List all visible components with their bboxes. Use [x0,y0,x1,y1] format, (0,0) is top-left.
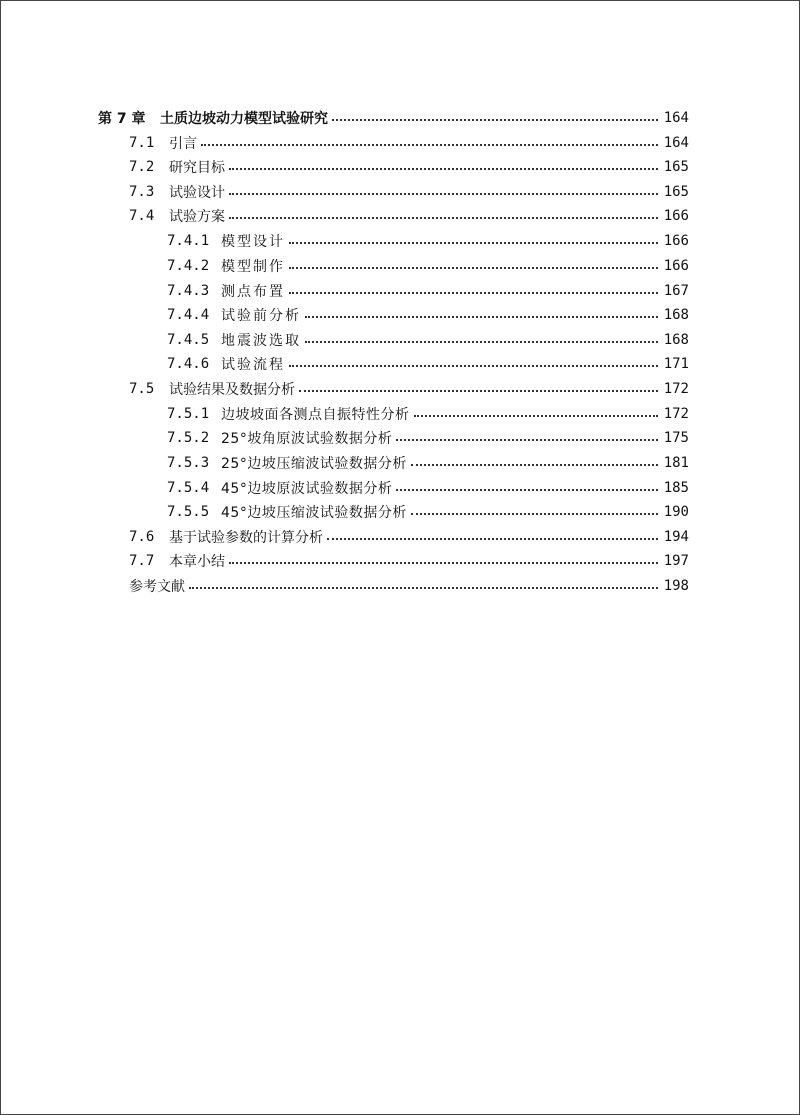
toc-subsection-7-5-2[interactable] [167,426,689,450]
section-title: 试验设计 [169,185,225,201]
subsection-number: 7.4.6 [167,356,210,372]
section-title: 基于试验参数的计算分析 [169,530,323,546]
toc-subsection-7-4-4[interactable] [167,303,689,327]
section-number: 7.1 [129,135,155,151]
subsection-title: 试验前分析 [221,308,301,324]
subsection-title: 45°边坡原波试验数据分析 [221,481,393,497]
page-number: 171 [663,356,689,372]
references-title: 参考文献 [129,579,185,595]
dot-leader [229,217,658,219]
dot-leader [229,193,658,195]
toc-subsection-7-4-2[interactable] [167,254,689,278]
section-title: 试验结果及数据分析 [169,382,295,398]
subsection-number: 7.4.2 [167,258,210,274]
section-title: 研究目标 [169,160,225,176]
page-number: 165 [663,184,689,200]
toc-subsection-7-5-4[interactable] [167,476,689,500]
chapter-title: 土质边坡动力模型试验研究 [160,111,328,127]
chapter-number: 第 7 章 [98,111,146,127]
toc-subsection-7-4-1[interactable] [167,229,689,253]
subsection-title: 测点布置 [221,284,285,300]
toc-subsection-7-5-5[interactable] [167,500,689,524]
toc-section-7-7[interactable] [129,549,689,573]
section-title: 试验方案 [169,209,225,225]
page-number: 164 [663,135,689,151]
dot-leader [305,341,658,343]
page-number: 181 [663,455,689,471]
page-number: 166 [663,233,689,249]
page-number: 166 [663,258,689,274]
page-number: 172 [663,381,689,397]
toc-chapter-7[interactable] [98,106,689,130]
dot-leader [289,242,658,244]
toc-section-7-5[interactable] [129,377,689,401]
subsection-number: 7.5.5 [167,504,210,520]
toc-references[interactable] [129,574,689,598]
section-number: 7.3 [129,184,155,200]
section-number: 7.2 [129,159,155,175]
page-number: 168 [663,307,689,323]
toc-subsection-7-5-1[interactable] [167,402,689,426]
subsection-title: 模型设计 [221,234,285,250]
toc-section-7-6[interactable] [129,525,689,549]
subsection-number: 7.4.5 [167,332,210,348]
dot-leader [289,267,658,269]
dot-leader [229,562,658,564]
dot-leader [332,119,658,121]
dot-leader [201,144,658,146]
section-number: 7.6 [129,529,155,545]
page-number: 194 [663,529,689,545]
dot-leader [305,316,658,318]
toc-section-7-1[interactable] [129,131,689,155]
section-number: 7.5 [129,381,155,397]
subsection-title: 模型制作 [221,259,285,275]
subsection-title: 45°边坡压缩波试验数据分析 [221,505,407,521]
page-number: 167 [663,283,689,299]
toc-subsection-7-4-5[interactable] [167,328,689,352]
dot-leader [411,513,658,515]
section-number: 7.4 [129,208,155,224]
page-number: 190 [663,504,689,520]
dot-leader [289,292,658,294]
subsection-number: 7.5.2 [167,430,210,446]
subsection-number: 7.4.4 [167,307,210,323]
section-title: 引言 [169,136,197,152]
section-title: 本章小结 [169,554,225,570]
page-number: 198 [663,578,689,594]
toc-section-7-4[interactable] [129,204,689,228]
dot-leader [299,390,658,392]
dot-leader [289,365,658,367]
toc-subsection-7-4-6[interactable] [167,352,689,376]
dot-leader [396,439,657,441]
page-number: 164 [663,110,689,126]
toc-section-7-2[interactable] [129,155,689,179]
dot-leader [414,415,658,417]
dot-leader [229,168,658,170]
section-number: 7.7 [129,553,155,569]
page-number: 166 [663,208,689,224]
toc-subsection-7-5-3[interactable] [167,451,689,475]
dot-leader [411,464,658,466]
subsection-title: 边坡坡面各测点自振特性分析 [221,407,410,423]
dot-leader [327,538,658,540]
page-number: 165 [663,159,689,175]
subsection-number: 7.5.3 [167,455,210,471]
subsection-title: 25°边坡压缩波试验数据分析 [221,456,407,472]
page-number: 185 [663,480,689,496]
dot-leader [396,489,657,491]
subsection-title: 地震波选取 [221,333,301,349]
toc-section-7-3[interactable] [129,180,689,204]
subsection-number: 7.5.4 [167,480,210,496]
page-number: 197 [663,553,689,569]
subsection-number: 7.5.1 [167,406,210,422]
dot-leader [189,587,658,589]
subsection-title: 试验流程 [221,357,285,373]
subsection-number: 7.4.1 [167,233,210,249]
page-number: 172 [663,406,689,422]
subsection-title: 25°坡角原波试验数据分析 [221,431,393,447]
toc-subsection-7-4-3[interactable] [167,279,689,303]
page-number: 175 [663,430,689,446]
page-number: 168 [663,332,689,348]
subsection-number: 7.4.3 [167,283,210,299]
